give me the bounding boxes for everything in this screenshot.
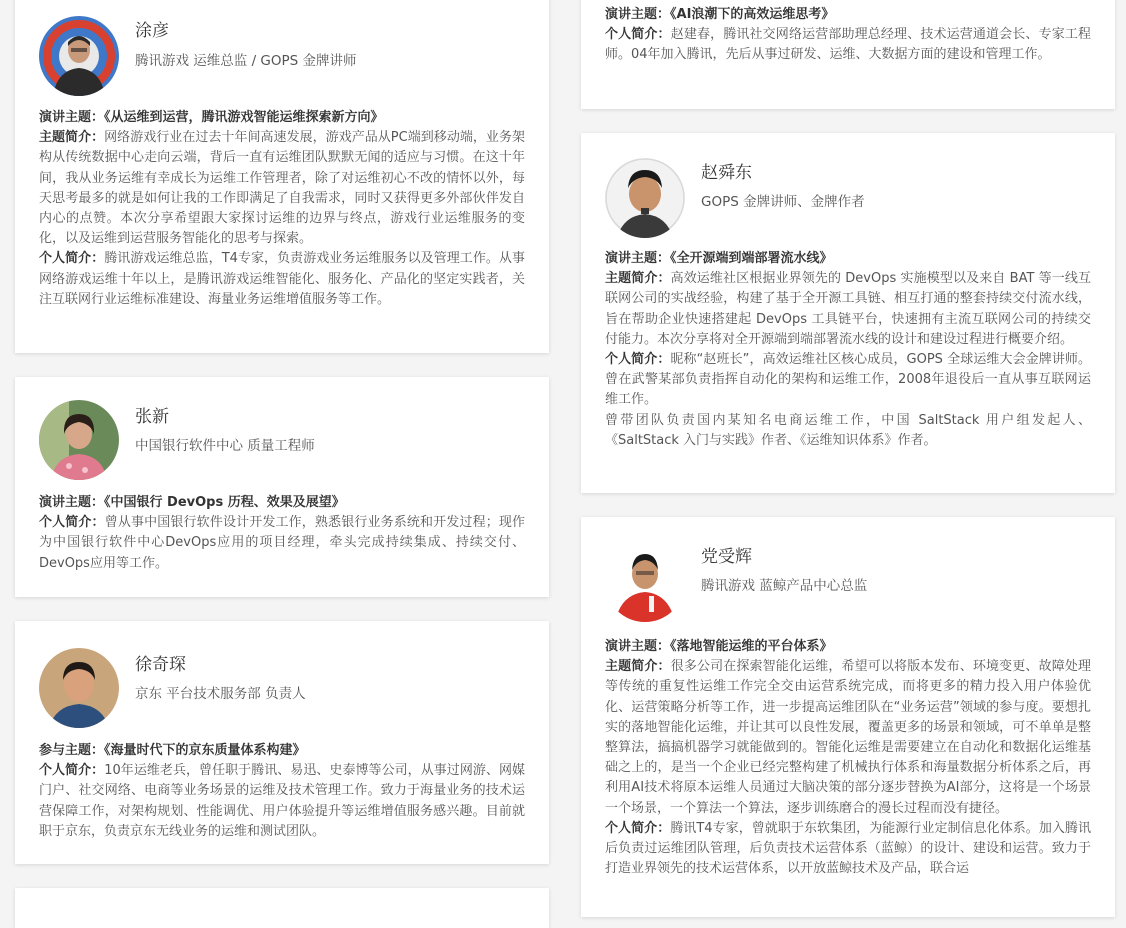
- speaker-bio: 个人简介：腾讯游戏运维总监，T4专家，负责游戏业务运维服务以及管理工作。从事网络游戏运维十年以上，是腾讯游戏运维智能化、服务化、产品化的坚定实践者，关注互联网行业运维标准建设、海量业务运维增值服务等工作。: [39, 251, 525, 307]
- speaker-name: 赵舜东: [701, 163, 752, 183]
- speaker-avatar: [39, 400, 119, 480]
- talk-topic: 演讲主题：《从运维到运营，腾讯游戏智能运维探索新方向》: [39, 110, 384, 125]
- speaker-card-next: [15, 888, 549, 928]
- speaker-card-dangshouhui: [581, 517, 1115, 917]
- talk-topic: 演讲主题：《全开源端到端部署流水线》: [605, 251, 833, 266]
- speaker-avatar: [605, 542, 685, 622]
- speaker-title: GOPS 金牌讲师、金牌作者: [701, 194, 865, 210]
- speaker-card-zhangxin: [15, 377, 549, 597]
- speaker-name: 张新: [135, 407, 169, 427]
- speaker-name: 徐奇琛: [135, 655, 186, 675]
- speaker-card-zhaoshundong: [581, 133, 1115, 493]
- speaker-title: 腾讯游戏 蓝鲸产品中心总监: [701, 578, 868, 594]
- speaker-card-tuyan: [15, 0, 549, 353]
- speaker-avatar: [39, 648, 119, 728]
- speaker-bio: 个人简介：10年运维老兵，曾任职于腾讯、易迅、史泰博等公司，从事过网游、网媒门户、社交网络、电商等业务场景的运维及技术管理工作。致力于海量业务的技术运营保障工作，对架构规划、性能调优、用户体验提升等运维增值服务感兴趣。目前就职于京东，负责京东无线业务的运维和测试团队。: [39, 763, 525, 839]
- speaker-name: 党受辉: [701, 547, 752, 567]
- speaker-card-zhaojianchun: [581, 0, 1115, 109]
- talk-abstract: 主题简介：高效运维社区根据业界领先的 DevOps 实施模型以及来自 BAT 等一线互联网公司的实战经验，构建了基于全开源工具链、相互打通的整套持续交付流水线，旨在帮助企业快速搭建起 DevOps 工具链平台，快速拥有主流互联网公司的持续交付能力。本次分享将对全开源端到端部署流水线的设计和建设过程进行概要介绍。: [605, 271, 1091, 347]
- speaker-details: [39, 493, 525, 574]
- speaker-bio: 个人简介：腾讯T4专家，曾就职于东软集团，为能源行业定制信息化体系。加入腾讯后负责过运维团队管理，后负责技术运营体系（蓝鲸）的设计、建设和运营。致力于打造业界领先的技术运营体系，以开放蓝鲸技术及产品，联合运: [605, 820, 1091, 877]
- talk-abstract: 主题简介：网络游戏行业在过去十年间高速发展，游戏产品从PC端到移动端，业务架构从传统数据中心走向云端，背后一直有运维团队默默无闻的适应与习惯。在这十年间，我从业务运维有幸成长为运维工作管理者，除了对运维初心不改的情怀以外，每天思考最多的就是如何让我的工作即满足了自我需求，同时又获得更多外部伙伴发自内心的点赞。本次分享希望跟大家探讨运维的边界与终点，游戏行业运维服务的变化，以及运维到运营服务智能化的思考与探索。: [39, 130, 525, 247]
- speaker-title: 中国银行软件中心 质量工程师: [135, 438, 315, 454]
- speaker-details: [605, 249, 1091, 451]
- speaker-name: 涂彦: [135, 21, 169, 41]
- speaker-bio: 个人简介：赵建春，腾讯社交网络运营部助理总经理、技术运营通道会长、专家工程师。04年加入腾讯，先后从事过研发、运维、大数据方面的建设和管理工作。: [605, 27, 1091, 63]
- talk-topic: 演讲主题：《中国银行 DevOps 历程、效果及展望》: [39, 495, 345, 510]
- talk-abstract: 主题简介：很多公司在探索智能化运维，希望可以将版本发布、环境变更、故障处理等传统的重复性运维工作完全交由运营系统完成，而将更多的精力投入用户体验优化、运营策略分析等工作，进一步提高运维团队在“业务运营”领域的参与度。要想扎实的落地智能化运维，并让其可以良性发展，覆盖更多的场景和领域，可不单单是整整算法，搞搞机器学习就能做到的。智能化运维是需要建立在自动化和数据化运维基础之上的，是当一个企业已经完整构建了机械执行体系和海量数据分析体系之后，再利用AI技术将原本运维人员通过大脑决策的部分逐步替换为AI部分，这将是一个场景一个场景，一个算法一个算法，逐步训练磨合的漫长过程而没有捷径。: [605, 659, 1091, 816]
- speaker-details: [39, 108, 525, 310]
- speaker-title: 腾讯游戏 运维总监 / GOPS 金牌讲师: [135, 53, 357, 69]
- speaker-avatar: [39, 16, 119, 96]
- speaker-card-xuqichen: [15, 621, 549, 864]
- speaker-details: [605, 637, 1091, 879]
- speaker-avatar: [605, 158, 685, 238]
- speaker-title: 京东 平台技术服务部 负责人: [135, 686, 306, 702]
- speaker-details: [605, 5, 1091, 66]
- speaker-details: [39, 741, 525, 842]
- talk-topic: 演讲主题：《AI浪潮下的高效运维思考》: [605, 7, 835, 22]
- talk-topic: 演讲主题：《落地智能运维的平台体系》: [605, 639, 833, 654]
- speaker-bio: 个人简介：曾从事中国银行软件设计开发工作，熟悉银行业务系统和开发过程；现作为中国银行软件中心DevOps应用的项目经理，牵头完成持续集成、持续交付、DevOps应用等工作。: [39, 515, 525, 571]
- speaker-bio-extra: 曾带团队负责国内某知名电商运维工作，中国 SaltStack 用户组发起人、《SaltStack 入门与实践》作者、《运维知识体系》作者。: [605, 412, 1091, 448]
- speaker-bio: 个人简介：昵称“赵班长”，高效运维社区核心成员，GOPS 全球运维大会金牌讲师。曾在武警某部负责指挥自动化的架构和运维工作，2008年退役后一直从事互联网运维工作。: [605, 352, 1091, 408]
- talk-topic: 参与主题：《海量时代下的京东质量体系构建》: [39, 743, 306, 758]
